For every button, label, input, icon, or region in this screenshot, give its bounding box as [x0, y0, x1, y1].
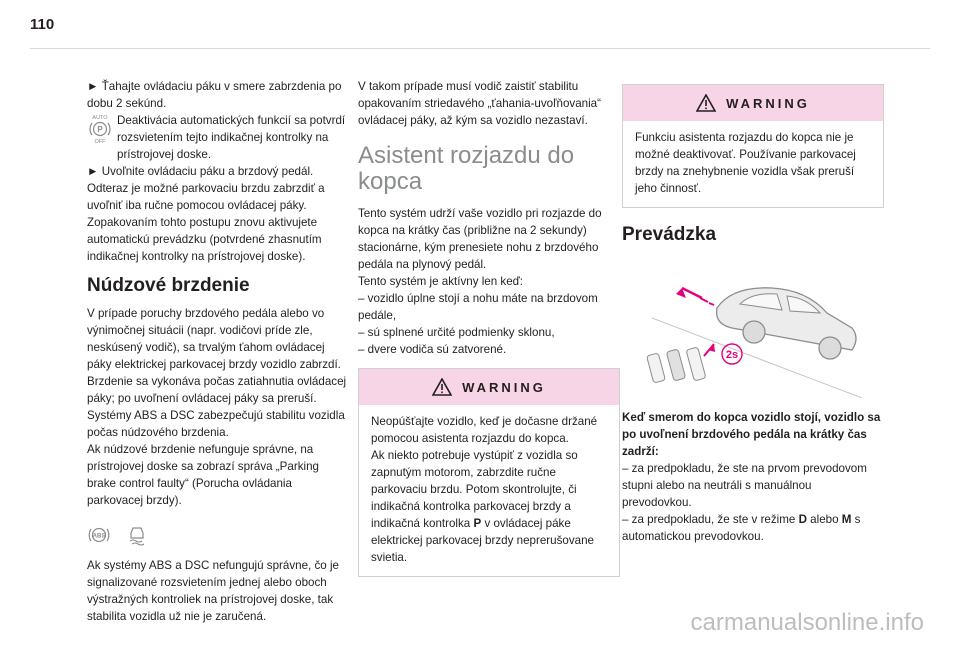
warning-text-2: Ak niekto potrebuje vystúpiť z vozidla so zapnutým motorom, zabrzdite ručne parkovaciu brzdu. Potom skontrolujte, či indikačná kontrolka parkovacej brzdy a indikačná kontrolka P v ovládacej páke elektrickej parkovacej brzdy neprerušovane svietia.	[371, 449, 594, 564]
manual-mode-note: Odteraz je možné parkovaciu brzdu zabrzdiť a uvoľniť iba ručne pomocou ovládacej páky.	[87, 182, 325, 212]
auto-off-indicator-note	[87, 112, 349, 163]
warning-body	[359, 405, 619, 576]
reactivate-note: Zopakovaním tohto postupu znovu aktivujete automatickú prevádzku (potvrdené zhasnutím indikačnej kontrolky na prístrojovej doske).	[87, 216, 322, 263]
warning-box-1	[358, 368, 620, 577]
svg-text:OFF: OFF	[94, 139, 106, 145]
condition-stopped: – vozidlo úplne stojí a nohu máte na brzdovom pedále,	[358, 292, 598, 322]
hill-start-illustration	[622, 258, 884, 403]
watermark: carmanualsonline.info	[690, 609, 924, 636]
instruction-release: ► Uvoľnite ovládaciu páku a brzdový pedál.	[87, 165, 314, 178]
column-2	[358, 78, 620, 577]
dsc-stability-icon	[125, 523, 149, 547]
manual-gearbox-condition: – za predpokladu, že ste na prvom prevodovom stupni alebo na neutráli s manuálnou prevodovkou.	[622, 462, 867, 509]
automatic-gearbox-condition: – za predpokladu, že ste v režime D alebo M s automatickou prevodovkou.	[622, 513, 861, 543]
condition-door: – dvere vodiča sú zatvorené.	[358, 343, 507, 356]
condition-slope: – sú splnené určité podmienky sklonu,	[358, 326, 555, 339]
hill-assist-conditions-intro: Tento systém je aktívny len keď:	[358, 275, 524, 288]
emergency-braking-desc: V prípade poruchy brzdového pedála alebo vo výnimočnej situácii (napr. vodičovi príde zle, neskúsený vodič), sa trvalým ťahom ovládacej páky elektrickej parkovacej brzdy vozidlo zabrzdí. Brzdenie sa vykonáva počas zatiahnutia ovládacej páky; po uvoľnení ovládacej páky sa preruší.	[87, 307, 347, 405]
stability-continuation: V takom prípade musí vodič zaistiť stabilitu opakovaním striedavého „ťahania-uvoľňovania“ ovládacej páky, až kým sa vozidlo nezastaví.	[358, 80, 601, 127]
section-heading-emergency-braking: Núdzové brzdenie	[87, 275, 250, 296]
car-on-slope-illustration	[622, 258, 872, 398]
svg-text:ABS: ABS	[92, 533, 106, 540]
warning-text: Funkciu asistenta rozjazdu do kopca nie je možné deaktivovať. Používanie parkovacej brzdy na znehybnenie vozidla však preruší jeho činnosť.	[635, 131, 856, 195]
warning-label: WARNING	[462, 379, 546, 395]
abs-dsc-fault-note: Ak systémy ABS a DSC nefungujú správne, čo je signalizované rozsvietením jednej alebo oboch výstražných kontroliek na prístrojovej doske, tak stabilita vozidla už nie je zaručená.	[87, 559, 339, 623]
section-title-hill-start-assist: Asistent rozjazdu do kopca	[358, 142, 575, 195]
warning-triangle-icon	[432, 378, 452, 396]
abs-warning-icon	[87, 523, 111, 547]
section-title-operation: Prevádzka	[622, 224, 717, 245]
operation-intro: Keď smerom do kopca vozidlo stojí, vozidlo sa po uvoľnení brzdového pedála na krátky čas zadrží:	[622, 411, 881, 458]
warning-box-2	[622, 84, 884, 208]
parking-brake-auto-off-icon	[87, 113, 113, 145]
warning-text-1: Neopúšťajte vozidlo, keď je dočasne držané pomocou asistenta rozjazdu do kopca.	[371, 415, 598, 445]
column-1	[87, 78, 349, 625]
warning-header	[623, 85, 883, 121]
fault-message-note: Ak núdzové brzdenie nefunguje správne, na prístrojovej doske sa zobrazí správa „Parking brake control faulty“ (Porucha ovládania parkovacej brzdy).	[87, 443, 319, 507]
warning-header	[359, 369, 619, 405]
instruction-pull-lever: ► Ťahajte ovládaciu páku v smere zabrzdenia po dobu 2 sekúnd.	[87, 80, 342, 110]
warning-label: WARNING	[726, 95, 810, 111]
abs-dsc-stability-note: Systémy ABS a DSC zabezpečujú stabilitu vozidla počas núdzového brzdenia.	[87, 409, 345, 439]
column-3	[622, 78, 884, 545]
auto-text: AUTO	[92, 115, 108, 121]
auto-off-description: Deaktivácia automatických funkcií sa potvrdí rozsvietením tejto indikačnej kontrolky na prístrojovej doske.	[117, 114, 346, 161]
hill-assist-desc: Tento systém udrží vaše vozidlo pri rozjazde do kopca na krátky čas (približne na 2 sekundy) stacionárne, kým prenesiete nohu z brzdového pedála na plynový pedál.	[358, 207, 602, 271]
header-divider	[30, 48, 930, 49]
warning-lamp-icons	[87, 523, 349, 547]
page-number: 110	[30, 16, 55, 33]
two-seconds-label: 2s	[725, 349, 739, 361]
svg-text:P: P	[97, 125, 103, 134]
warning-triangle-icon	[696, 94, 716, 112]
warning-body	[623, 121, 883, 207]
